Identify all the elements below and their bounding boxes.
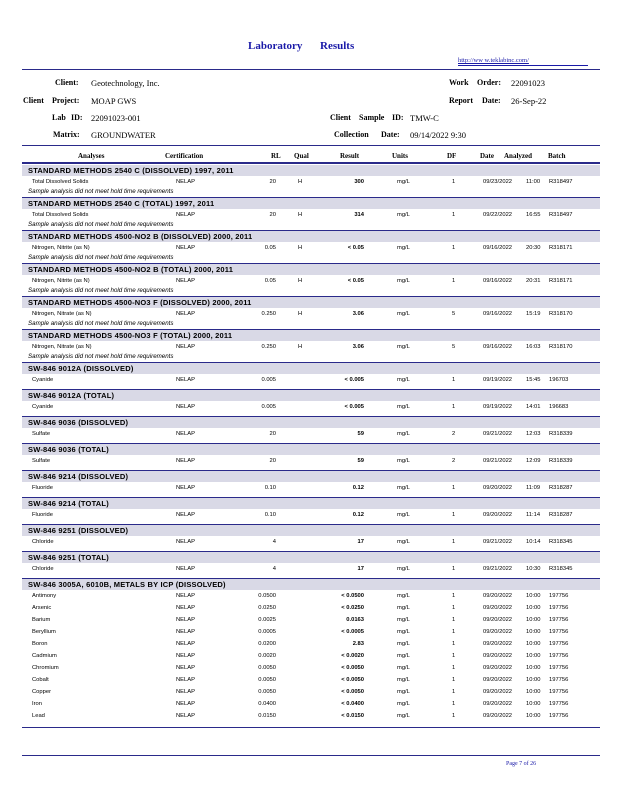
- certification-value: NELAP: [176, 344, 196, 350]
- df-value: 2: [452, 431, 456, 437]
- result-value: < 0.0250: [341, 605, 364, 611]
- col-batch: Batch: [548, 152, 566, 160]
- df-value: 1: [452, 593, 456, 599]
- collection-label-1: Collection: [334, 130, 369, 139]
- analyzed-date: 09/20/2022: [483, 677, 513, 683]
- analyte-name: Cobalt: [32, 677, 49, 683]
- batch-value: 197756: [549, 701, 569, 707]
- analyte-name: Barium: [32, 617, 51, 623]
- client-project-label-1: Client: [23, 96, 44, 105]
- result-value: 300: [354, 179, 364, 185]
- section-rule: [22, 727, 600, 728]
- analyzed-time: 11:00: [526, 179, 541, 185]
- result-value: < 0.0050: [341, 665, 364, 671]
- units-value: mg/L: [397, 605, 410, 611]
- analyte-name: Total Dissolved Solids: [32, 212, 89, 218]
- analyte-name: Nitrogen, Nitrite (as N): [32, 245, 90, 251]
- units-value: mg/L: [397, 245, 410, 251]
- batch-value: R318339: [549, 431, 573, 437]
- certification-value: NELAP: [176, 593, 196, 599]
- analyzed-date: 09/21/2022: [483, 566, 513, 572]
- batch-value: R318171: [549, 278, 573, 284]
- rl-value: 20: [269, 431, 276, 437]
- certification-value: NELAP: [176, 458, 196, 464]
- result-value: 314: [354, 212, 364, 218]
- col-qual: Qual: [294, 152, 309, 160]
- result-value: 2.83: [352, 641, 364, 647]
- batch-value: R318339: [549, 458, 573, 464]
- batch-value: 197756: [549, 641, 569, 647]
- website-link[interactable]: http://ww w.teklabinc.com/: [458, 57, 529, 64]
- qual-value: H: [298, 311, 303, 317]
- units-value: mg/L: [397, 593, 410, 599]
- analyzed-date: 09/20/2022: [483, 629, 513, 635]
- result-value: 3.06: [352, 344, 364, 350]
- section-title: SW-846 9036 (DISSOLVED): [28, 418, 129, 427]
- units-value: mg/L: [397, 641, 410, 647]
- rl-value: 0.0020: [258, 653, 276, 659]
- result-value: < 0.0005: [341, 629, 364, 635]
- units-value: mg/L: [397, 701, 410, 707]
- df-value: 1: [452, 689, 456, 695]
- analyte-name: Sulfate: [32, 431, 51, 437]
- section-title: SW-846 9214 (TOTAL): [28, 499, 109, 508]
- analyzed-time: 12:03: [526, 431, 541, 437]
- workorder-label-2: Order:: [477, 78, 501, 87]
- rl-value: 0.0400: [258, 701, 276, 707]
- rl-value: 0.0050: [258, 689, 276, 695]
- analyzed-date: 09/20/2022: [483, 713, 513, 719]
- batch-value: R318497: [549, 212, 573, 218]
- result-value: 59: [357, 458, 364, 464]
- analyzed-date: 09/19/2022: [483, 404, 513, 410]
- rl-value: 0.0005: [258, 629, 276, 635]
- result-value: < 0.05: [347, 245, 364, 251]
- certification-value: NELAP: [176, 485, 196, 491]
- batch-value: R318345: [549, 539, 573, 545]
- df-value: 1: [452, 617, 456, 623]
- certification-value: NELAP: [176, 665, 196, 671]
- analyzed-time: 14:01: [526, 404, 541, 410]
- section-title: SW-846 3005A, 6010B, METALS BY ICP (DISSOLVED): [28, 580, 226, 589]
- batch-value: 196683: [549, 404, 569, 410]
- client-project-label-2: Project:: [52, 96, 80, 105]
- analyzed-date: 09/20/2022: [483, 593, 513, 599]
- batch-value: R318170: [549, 344, 573, 350]
- units-value: mg/L: [397, 485, 410, 491]
- analyzed-time: 10:00: [526, 605, 541, 611]
- hold-time-note: Sample analysis did not meet hold time requirements: [28, 221, 174, 228]
- batch-value: R318287: [549, 512, 573, 518]
- units-value: mg/L: [397, 677, 410, 683]
- rl-value: 0.0150: [258, 713, 276, 719]
- analyzed-time: 10:00: [526, 689, 541, 695]
- analyzed-date: 09/21/2022: [483, 431, 513, 437]
- hold-time-note: Sample analysis did not meet hold time requirements: [28, 188, 174, 195]
- df-value: 1: [452, 245, 456, 251]
- analyte-name: Nitrogen, Nitrite (as N): [32, 278, 90, 284]
- analyte-name: Sulfate: [32, 458, 51, 464]
- batch-value: R318171: [549, 245, 573, 251]
- rl-value: 20: [269, 179, 276, 185]
- qual-value: H: [298, 245, 303, 251]
- result-value: < 0.0050: [341, 689, 364, 695]
- analyzed-time: 10:00: [526, 593, 541, 599]
- analyzed-date: 09/16/2022: [483, 245, 513, 251]
- certification-value: NELAP: [176, 617, 196, 623]
- units-value: mg/L: [397, 566, 410, 572]
- qual-value: H: [298, 179, 303, 185]
- analyte-name: Cadmium: [32, 653, 57, 659]
- analyzed-date: 09/23/2022: [483, 179, 513, 185]
- analyzed-time: 16:55: [526, 212, 541, 218]
- certification-value: NELAP: [176, 212, 196, 218]
- analyzed-time: 10:00: [526, 713, 541, 719]
- analyzed-time: 10:00: [526, 701, 541, 707]
- df-value: 1: [452, 512, 456, 518]
- units-value: mg/L: [397, 458, 410, 464]
- rl-value: 0.005: [261, 404, 276, 410]
- collection-label-2: Date:: [381, 130, 400, 139]
- units-value: mg/L: [397, 617, 410, 623]
- section-title: STANDARD METHODS 4500-NO2 B (DISSOLVED) 2000, 2011: [28, 232, 253, 241]
- certification-value: NELAP: [176, 278, 196, 284]
- units-value: mg/L: [397, 689, 410, 695]
- section-title: STANDARD METHODS 2540 C (DISSOLVED) 1997, 2011: [28, 166, 234, 175]
- certification-value: NELAP: [176, 653, 196, 659]
- result-value: 17: [357, 539, 364, 545]
- rl-value: 4: [272, 566, 276, 572]
- df-value: 5: [452, 311, 456, 317]
- df-value: 1: [452, 485, 456, 491]
- df-value: 1: [452, 179, 456, 185]
- units-value: mg/L: [397, 344, 410, 350]
- section-title: SW-846 9251 (TOTAL): [28, 553, 109, 562]
- rl-value: 0.250: [261, 344, 276, 350]
- df-value: 1: [452, 701, 456, 707]
- units-value: mg/L: [397, 404, 410, 410]
- units-value: mg/L: [397, 512, 410, 518]
- footer-rule: [22, 755, 600, 756]
- client-sample-label-2: Sample: [359, 113, 385, 122]
- certification-value: NELAP: [176, 641, 196, 647]
- analyzed-date: 09/20/2022: [483, 485, 513, 491]
- analyzed-time: 20:31: [526, 278, 541, 284]
- analyte-name: Copper: [32, 689, 52, 695]
- analyte-name: Cyanide: [32, 404, 54, 410]
- collection-value: 09/14/2022 9:30: [410, 130, 466, 140]
- col-analyses: Analyses: [78, 152, 105, 160]
- units-value: mg/L: [397, 179, 410, 185]
- report-date-label-1: Report: [449, 96, 473, 105]
- section-title: SW-846 9036 (TOTAL): [28, 445, 109, 454]
- certification-value: NELAP: [176, 689, 196, 695]
- certification-value: NELAP: [176, 539, 196, 545]
- hold-time-note: Sample analysis did not meet hold time requirements: [28, 320, 174, 327]
- lab-id-label-2: ID:: [71, 113, 83, 122]
- rl-value: 4: [272, 539, 276, 545]
- section-title: SW-846 9214 (DISSOLVED): [28, 472, 129, 481]
- lab-id-label-1: Lab: [52, 113, 66, 122]
- analyzed-time: 11:14: [526, 512, 541, 518]
- certification-value: NELAP: [176, 377, 196, 383]
- workorder-label-1: Work: [449, 78, 469, 87]
- analyzed-time: 10:14: [526, 539, 541, 545]
- units-value: mg/L: [397, 629, 410, 635]
- qual-value: H: [298, 212, 303, 218]
- result-value: 17: [357, 566, 364, 572]
- analyzed-time: 10:00: [526, 677, 541, 683]
- client-sample-label-1: Client: [330, 113, 351, 122]
- units-value: mg/L: [397, 278, 410, 284]
- result-value: < 0.05: [347, 278, 364, 284]
- certification-value: NELAP: [176, 179, 196, 185]
- rl-value: 0.0050: [258, 677, 276, 683]
- page-number: Page 7 of 26: [506, 761, 537, 767]
- rl-value: 0.05: [264, 278, 276, 284]
- certification-value: NELAP: [176, 311, 196, 317]
- df-value: 1: [452, 377, 456, 383]
- units-value: mg/L: [397, 212, 410, 218]
- analyte-name: Fluoride: [32, 485, 53, 491]
- report-title-right: Results: [320, 40, 355, 52]
- certification-value: NELAP: [176, 566, 196, 572]
- client-label: Client:: [55, 78, 79, 87]
- col-units: Units: [392, 152, 408, 160]
- result-value: < 0.0400: [341, 701, 364, 707]
- hold-time-note: Sample analysis did not meet hold time requirements: [28, 353, 174, 360]
- hold-time-note: Sample analysis did not meet hold time requirements: [28, 287, 174, 294]
- analyzed-time: 10:00: [526, 629, 541, 635]
- df-value: 1: [452, 605, 456, 611]
- certification-value: NELAP: [176, 629, 196, 635]
- units-value: mg/L: [397, 713, 410, 719]
- col-result: Result: [340, 152, 360, 160]
- analyzed-date: 09/20/2022: [483, 617, 513, 623]
- certification-value: NELAP: [176, 605, 196, 611]
- analyte-name: Antimony: [32, 593, 57, 599]
- result-value: 0.0163: [346, 617, 364, 623]
- section-title: SW-846 9012A (TOTAL): [28, 391, 115, 400]
- analyte-name: Chloride: [32, 539, 54, 545]
- analyzed-time: 20:30: [526, 245, 541, 251]
- batch-value: 197756: [549, 677, 569, 683]
- result-value: < 0.0150: [341, 713, 364, 719]
- analyzed-time: 10:00: [526, 617, 541, 623]
- analyzed-time: 10:00: [526, 665, 541, 671]
- analyzed-date: 09/20/2022: [483, 605, 513, 611]
- workorder-value: 22091023: [511, 78, 545, 88]
- certification-value: NELAP: [176, 701, 196, 707]
- analyzed-time: 10:00: [526, 641, 541, 647]
- analyzed-date: 09/20/2022: [483, 665, 513, 671]
- section-title: STANDARD METHODS 2540 C (TOTAL) 1997, 2011: [28, 199, 215, 208]
- analyte-name: Arsenic: [32, 605, 52, 611]
- analyzed-date: 09/21/2022: [483, 539, 513, 545]
- batch-value: R318345: [549, 566, 573, 572]
- rl-value: 0.10: [264, 512, 276, 518]
- result-value: 59: [357, 431, 364, 437]
- client-project-value: MOAP GWS: [91, 96, 137, 106]
- analyzed-time: 10:00: [526, 653, 541, 659]
- analyzed-time: 15:19: [526, 311, 541, 317]
- col-certification: Certification: [165, 152, 204, 160]
- result-value: < 0.005: [344, 377, 364, 383]
- units-value: mg/L: [397, 665, 410, 671]
- section-title: SW-846 9012A (DISSOLVED): [28, 364, 134, 373]
- rl-value: 0.0200: [258, 641, 276, 647]
- analyte-name: Lead: [32, 713, 45, 719]
- analyzed-date: 09/16/2022: [483, 278, 513, 284]
- qual-value: H: [298, 344, 303, 350]
- analyzed-date: 09/16/2022: [483, 344, 513, 350]
- analyzed-time: 10:30: [526, 566, 541, 572]
- df-value: 1: [452, 641, 456, 647]
- df-value: 1: [452, 539, 456, 545]
- matrix-label: Matrix:: [53, 130, 80, 139]
- section-title: STANDARD METHODS 4500-NO2 B (TOTAL) 2000, 2011: [28, 265, 234, 274]
- section-title: STANDARD METHODS 4500-NO3 F (DISSOLVED) 2000, 2011: [28, 298, 252, 307]
- certification-value: NELAP: [176, 512, 196, 518]
- rl-value: 0.250: [261, 311, 276, 317]
- units-value: mg/L: [397, 539, 410, 545]
- rl-value: 0.0500: [258, 593, 276, 599]
- rl-value: 0.0025: [258, 617, 276, 623]
- analyzed-date: 09/20/2022: [483, 689, 513, 695]
- batch-value: R318287: [549, 485, 573, 491]
- df-value: 2: [452, 458, 456, 464]
- analyzed-date: 09/22/2022: [483, 212, 513, 218]
- analyzed-time: 16:03: [526, 344, 541, 350]
- result-value: 3.06: [352, 311, 364, 317]
- df-value: 1: [452, 212, 456, 218]
- section-title: SW-846 9251 (DISSOLVED): [28, 526, 129, 535]
- report-date-label-2: Date:: [482, 96, 501, 105]
- col-date: Date: [480, 152, 494, 160]
- rl-value: 0.0250: [258, 605, 276, 611]
- client-value: Geotechnology, Inc.: [91, 78, 160, 88]
- df-value: 1: [452, 677, 456, 683]
- certification-value: NELAP: [176, 677, 196, 683]
- df-value: 1: [452, 653, 456, 659]
- rl-value: 0.0050: [258, 665, 276, 671]
- units-value: mg/L: [397, 377, 410, 383]
- batch-value: 197756: [549, 617, 569, 623]
- rl-value: 0.005: [261, 377, 276, 383]
- report-title-left: Laboratory: [248, 40, 303, 52]
- units-value: mg/L: [397, 653, 410, 659]
- df-value: 1: [452, 566, 456, 572]
- batch-value: 197756: [549, 665, 569, 671]
- batch-value: R318170: [549, 311, 573, 317]
- batch-value: 197756: [549, 653, 569, 659]
- certification-value: NELAP: [176, 713, 196, 719]
- analyte-name: Total Dissolved Solids: [32, 179, 89, 185]
- analyzed-time: 15:45: [526, 377, 541, 383]
- df-value: 1: [452, 404, 456, 410]
- batch-value: R318497: [549, 179, 573, 185]
- df-value: 1: [452, 665, 456, 671]
- report-date-value: 26-Sep-22: [511, 96, 547, 106]
- analyzed-time: 12:09: [526, 458, 541, 464]
- result-value: < 0.0050: [341, 677, 364, 683]
- batch-value: 197756: [549, 605, 569, 611]
- batch-value: 197756: [549, 713, 569, 719]
- result-value: < 0.0500: [341, 593, 364, 599]
- analyte-name: Iron: [32, 701, 42, 707]
- analyte-name: Fluoride: [32, 512, 53, 518]
- units-value: mg/L: [397, 311, 410, 317]
- col-rl: RL: [271, 152, 281, 160]
- rl-value: 0.10: [264, 485, 276, 491]
- rl-value: 20: [269, 212, 276, 218]
- analyzed-date: 09/20/2022: [483, 641, 513, 647]
- analyzed-date: 09/20/2022: [483, 512, 513, 518]
- matrix-value: GROUNDWATER: [91, 130, 156, 140]
- units-value: mg/L: [397, 431, 410, 437]
- df-value: 5: [452, 344, 456, 350]
- qual-value: H: [298, 278, 303, 284]
- analyzed-date: 09/19/2022: [483, 377, 513, 383]
- certification-value: NELAP: [176, 404, 196, 410]
- analyte-name: Chloride: [32, 566, 54, 572]
- hold-time-note: Sample analysis did not meet hold time requirements: [28, 254, 174, 261]
- certification-value: NELAP: [176, 431, 196, 437]
- col-analyzed: Analyzed: [504, 152, 532, 160]
- analyte-name: Cyanide: [32, 377, 54, 383]
- rl-value: 20: [269, 458, 276, 464]
- section-title: STANDARD METHODS 4500-NO3 F (TOTAL) 2000, 2011: [28, 331, 233, 340]
- result-value: < 0.0020: [341, 653, 364, 659]
- batch-value: 197756: [549, 629, 569, 635]
- analyte-name: Nitrogen, Nitrate (as N): [32, 344, 92, 350]
- analyzed-date: 09/16/2022: [483, 311, 513, 317]
- analyte-name: Boron: [32, 641, 48, 647]
- result-value: < 0.005: [344, 404, 364, 410]
- lab-id-value: 22091023-001: [91, 113, 141, 123]
- analyzed-date: 09/21/2022: [483, 458, 513, 464]
- rl-value: 0.05: [264, 245, 276, 251]
- batch-value: 197756: [549, 689, 569, 695]
- client-sample-value: TMW-C: [410, 113, 439, 123]
- certification-value: NELAP: [176, 245, 196, 251]
- analyzed-date: 09/20/2022: [483, 653, 513, 659]
- analyte-name: Chromium: [32, 665, 59, 671]
- batch-value: 196703: [549, 377, 569, 383]
- result-value: 0.12: [352, 485, 364, 491]
- analyte-name: Nitrogen, Nitrate (as N): [32, 311, 92, 317]
- df-value: 1: [452, 278, 456, 284]
- result-value: 0.12: [352, 512, 364, 518]
- analyzed-time: 11:09: [526, 485, 541, 491]
- batch-value: 197756: [549, 593, 569, 599]
- analyte-name: Beryllium: [32, 629, 56, 635]
- df-value: 1: [452, 629, 456, 635]
- col-df: DF: [447, 152, 457, 160]
- df-value: 1: [452, 713, 456, 719]
- analyzed-date: 09/20/2022: [483, 701, 513, 707]
- client-sample-label-3: ID:: [392, 113, 404, 122]
